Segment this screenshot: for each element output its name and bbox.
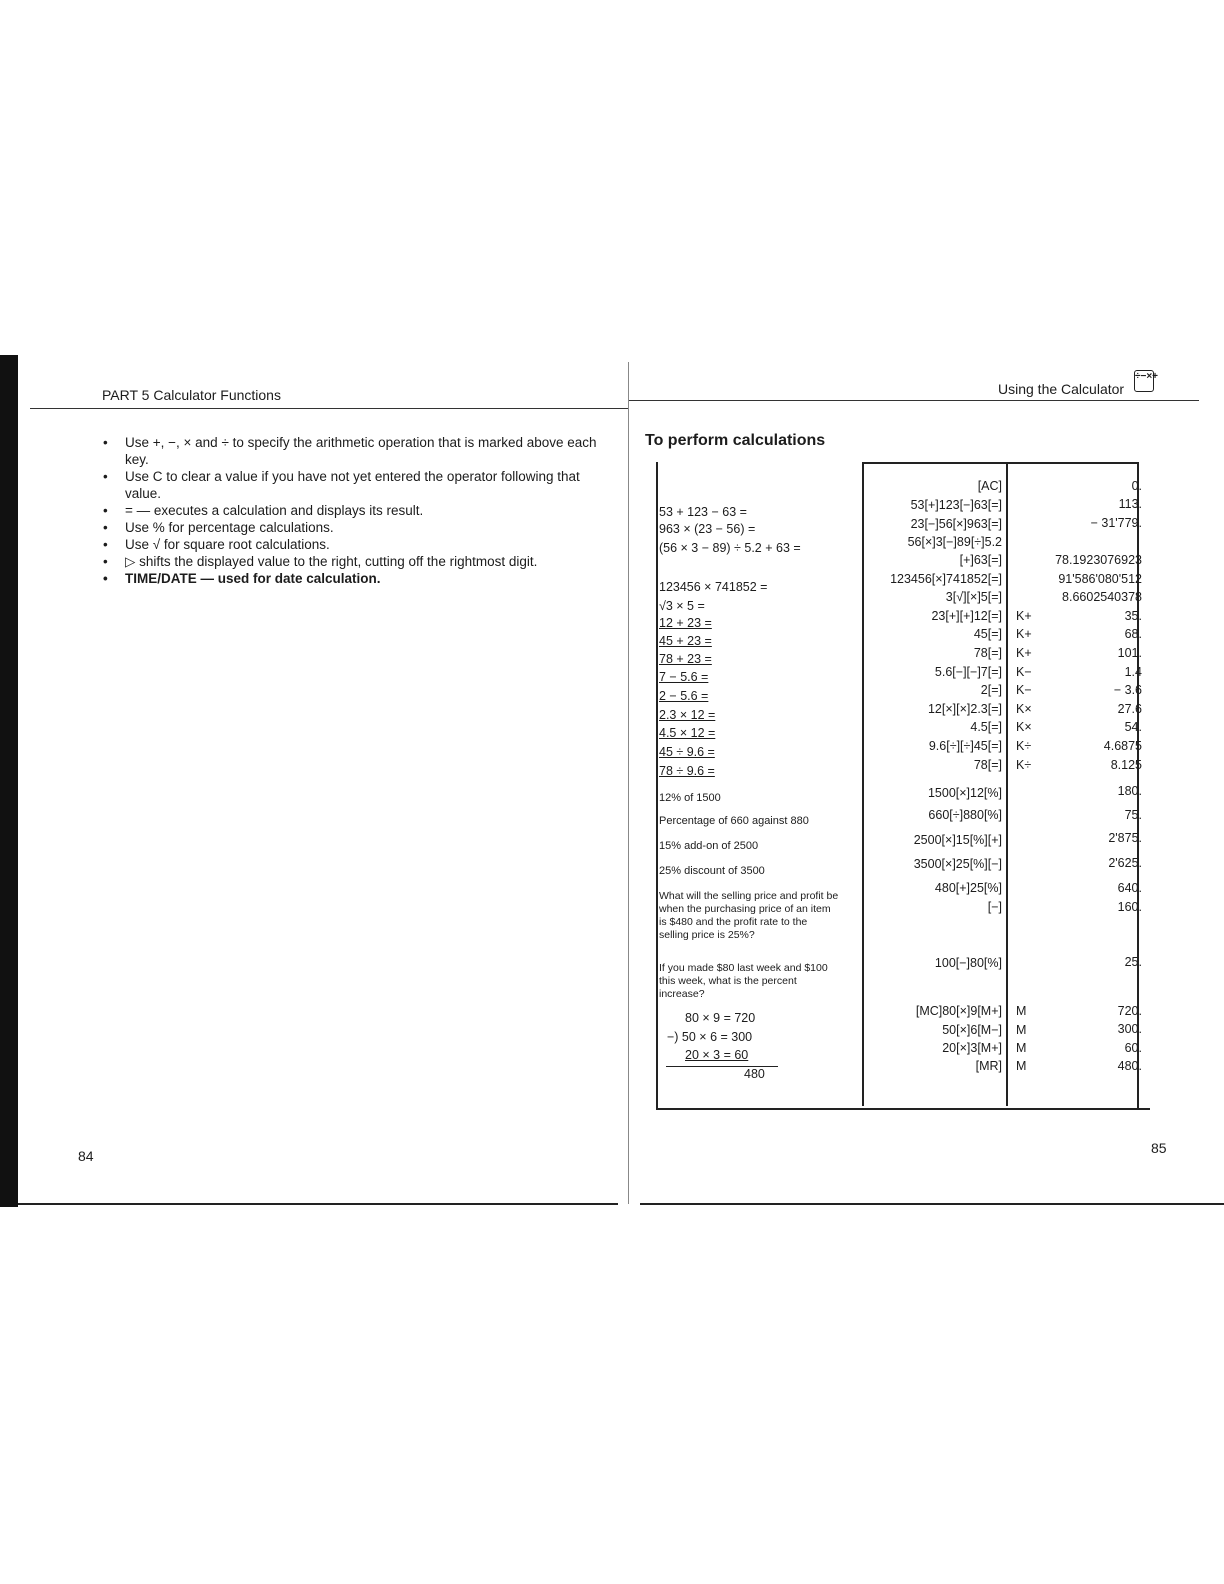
display-value: 2'875. [1108, 831, 1142, 845]
list-item: • = — executes a calculation and displays its result. [100, 502, 600, 519]
problem-text: 2.3 × 12 = [659, 708, 716, 722]
display-value: 35. [1124, 609, 1142, 623]
memory-mark: K÷ [1016, 758, 1032, 772]
keystroke-sequence: 3500[×]25[%][−] [913, 857, 1002, 871]
keystroke-sequence: 660[÷]880[%] [928, 808, 1002, 822]
keystroke-sequence: 4.5[=] [970, 720, 1002, 734]
display-value: 300. [1117, 1022, 1142, 1036]
calculator-keys-icon: ÷−×+ [1134, 370, 1154, 392]
keystroke-sequence: 123456[×]741852[=] [890, 572, 1002, 586]
keystroke-sequence: 56[×]3[−]89[÷]5.2 [907, 535, 1002, 549]
keystroke-sequence: [+]63[=] [959, 553, 1002, 567]
display-value: 75. [1124, 808, 1142, 822]
left-page-header: PART 5 Calculator Functions [102, 387, 281, 403]
keystroke-sequence: [AC] [977, 479, 1002, 493]
keystroke-sequence: 45[=] [973, 627, 1002, 641]
display-value: 160. [1117, 900, 1142, 914]
table-top-rule [862, 462, 1138, 464]
list-item: • ▷ shifts the displayed value to the right, cutting off the rightmost digit. [100, 553, 600, 570]
list-item: • TIME/DATE — used for date calculation. [100, 570, 600, 587]
left-page-number: 84 [78, 1148, 94, 1164]
problem-text: 78 + 23 = [659, 652, 712, 666]
memory-mark: M [1016, 1004, 1027, 1018]
keystroke-sequence: 1500[×]12[%] [927, 786, 1002, 800]
display-value: 54. [1124, 720, 1142, 734]
list-item: • Use C to clear a value if you have not yet entered the operator following that value. [100, 468, 600, 502]
bottom-edge-left [18, 1203, 618, 1205]
problem-text: If you made $80 last week and $100 this week, what is the percent increase? [659, 962, 828, 1000]
keystroke-sequence: 480[+]25[%] [934, 881, 1002, 895]
keystroke-sequence: 23[−]56[×]963[=] [910, 517, 1002, 531]
display-value: 113. [1118, 497, 1142, 511]
problem-text: 78 ÷ 9.6 = [659, 764, 715, 778]
display-value: 640. [1117, 881, 1142, 895]
problem-text: 963 × (23 − 56) = [659, 522, 756, 536]
scan-edge-shadow [0, 355, 18, 1207]
keystroke-sequence: [−] [987, 900, 1002, 914]
display-value: 91'586'080'512 [1058, 572, 1142, 586]
memory-mark: K+ [1016, 609, 1032, 623]
display-value: 25. [1124, 955, 1142, 969]
keystroke-sequence: 5.6[−][−]7[=] [934, 665, 1002, 679]
problem-text: 80 × 9 = 720 [685, 1011, 756, 1025]
bottom-edge-right [640, 1203, 1224, 1205]
memory-mark: K+ [1016, 646, 1032, 660]
keystroke-sequence: 53[+]123[−]63[=] [910, 498, 1002, 512]
memory-mark: K× [1016, 702, 1032, 716]
display-value: 2'625. [1108, 856, 1142, 870]
problem-text: 12 + 23 = [659, 616, 712, 630]
keystroke-sequence: [MR] [975, 1059, 1002, 1073]
table-bottom-rule [656, 1108, 1150, 1110]
problem-text: √3 × 5 = [659, 599, 705, 613]
right-header-rule [629, 400, 1199, 401]
problem-text: 2 − 5.6 = [659, 689, 709, 703]
keystroke-sequence: [MC]80[×]9[M+] [915, 1004, 1002, 1018]
display-value: 8.6602540378 [1062, 590, 1142, 604]
display-value: 68. [1124, 627, 1142, 641]
memory-mark: K× [1016, 720, 1032, 734]
section-title: To perform calculations [645, 432, 826, 449]
list-item: • Use +, −, × and ÷ to specify the arithmetic operation that is marked above each key. [100, 434, 600, 468]
problem-text: −) 50 × 6 = 300 [667, 1030, 753, 1044]
memory-mark: M [1016, 1059, 1027, 1073]
list-item: • Use % for percentage calculations. [100, 519, 600, 536]
display-value: 8.125 [1110, 758, 1142, 772]
problem-text: 480 [744, 1067, 765, 1081]
problem-text: What will the selling price and profit be when the purchasing price of an item is $480 and the profit rate to the selling price is 25%? [659, 890, 839, 941]
problem-text: 4.5 × 12 = [659, 726, 716, 740]
keystroke-sequence: 9.6[÷][÷]45[=] [928, 739, 1002, 753]
display-value: 4.6875 [1103, 739, 1142, 753]
keystroke-sequence: 20[×]3[M+] [942, 1041, 1002, 1055]
table-left-rule [656, 462, 658, 1110]
display-value: − 3.6 [1113, 683, 1142, 697]
right-page-number: 85 [1151, 1140, 1167, 1156]
display-value: 180. [1117, 784, 1142, 798]
keystroke-sequence: 78[=] [973, 646, 1002, 660]
table-col-divider [1006, 462, 1008, 1106]
instruction-list [100, 434, 600, 587]
display-value: 720. [1117, 1004, 1142, 1018]
problem-text: 25% discount of 3500 [659, 865, 765, 877]
problem-text: 12% of 1500 [659, 792, 721, 804]
problem-text: 45 + 23 = [659, 634, 712, 648]
keystroke-sequence: 23[+][+]12[=] [931, 609, 1002, 623]
keystroke-sequence: 2[=] [980, 683, 1002, 697]
problem-text: 7 − 5.6 = [659, 670, 709, 684]
keystroke-sequence: 50[×]6[M−] [942, 1023, 1002, 1037]
display-value: 1.4 [1124, 665, 1142, 679]
display-value: 0. [1131, 479, 1142, 493]
display-value: − 31'779. [1090, 516, 1142, 530]
list-item: • Use √ for square root calculations. [100, 536, 600, 553]
memory-mark: K− [1016, 683, 1032, 697]
memory-mark: K÷ [1016, 739, 1032, 753]
problem-text: 15% add-on of 2500 [659, 840, 759, 852]
problem-text: 45 ÷ 9.6 = [659, 745, 715, 759]
display-value: 78.1923076923 [1055, 553, 1142, 567]
display-value: 60. [1124, 1041, 1142, 1055]
left-header-rule [30, 408, 628, 409]
keystroke-sequence: 78[=] [973, 758, 1002, 772]
keystroke-sequence: 2500[×]15[%][+] [913, 833, 1002, 847]
memory-mark: K− [1016, 665, 1032, 679]
keystroke-sequence: 100[−]80[%] [934, 956, 1002, 970]
problem-text: (56 × 3 − 89) ÷ 5.2 + 63 = [659, 541, 801, 555]
problem-text: 20 × 3 = 60 [685, 1048, 749, 1062]
memory-mark: K+ [1016, 627, 1032, 641]
right-page-header: Using the Calculator [998, 381, 1125, 397]
keystroke-sequence: 12[×][×]2.3[=] [927, 702, 1002, 716]
problem-text: 53 + 123 − 63 = [659, 505, 747, 519]
problem-text: Percentage of 660 against 880 [659, 815, 809, 827]
problem-text: 123456 × 741852 = [659, 580, 768, 594]
memory-mark: M [1016, 1041, 1027, 1055]
page-spine [628, 362, 629, 1204]
display-value: 480. [1117, 1059, 1142, 1073]
memory-mark: M [1016, 1023, 1027, 1037]
display-value: 27.6 [1117, 702, 1142, 716]
table-col-divider [862, 462, 864, 1106]
keystroke-sequence: 3[√][×]5[=] [945, 590, 1002, 604]
display-value: 101. [1117, 646, 1142, 660]
